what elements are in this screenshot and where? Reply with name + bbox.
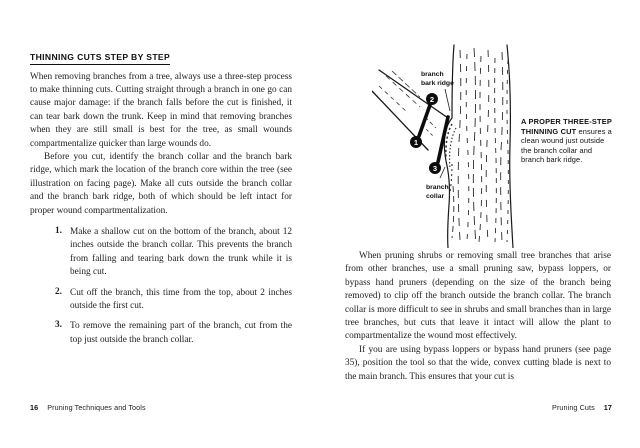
branch-collar-label-line2: collar — [426, 193, 445, 200]
list-item — [30, 320, 292, 347]
branch-bark-ridge-label-line1: branch — [421, 71, 444, 78]
list-item — [30, 287, 292, 314]
body-paragraph: If you are using bypass loppers or bypass hand pruners (see page 35), position the tool so that the wide, convex cutting blade is next to the main branch. This ensures that your cut is — [345, 344, 611, 382]
right-page — [345, 250, 611, 384]
section-heading: THINNING CUTS STEP BY STEP — [30, 52, 170, 65]
right-page-footer — [552, 403, 612, 412]
thinning-cut-illustration — [372, 14, 524, 248]
list-text: Make a shallow cut on the bottom of the branch, about 12 inches outside the branch collar. This prevents the branch from falling and tearing bark down the trunk while it is being cut. — [70, 226, 292, 278]
list-text: Cut off the branch, this time from the top, about 2 inches outside the first cut. — [70, 287, 292, 311]
list-number: 1. — [55, 225, 62, 236]
tree-trunk — [444, 45, 513, 248]
right-page-number: 17 — [603, 403, 612, 412]
caption-text: ensures a clean wound just outside the branch collar and branch bark ridge. — [521, 126, 612, 165]
right-running-head: Pruning Cuts — [552, 403, 595, 412]
list-number: 3. — [55, 320, 62, 331]
left-running-head: Pruning Techniques and Tools — [47, 403, 146, 412]
step-3-number: 3 — [432, 163, 438, 173]
body-paragraph: When pruning shrubs or removing small tree branches that arise from other branches, use a small pruning saw, bypass loppers, or bypass hand pruners (depending on the size of the branch being removed) to clip off the branch outside the branch collar. The branch collar is more difficult to see in shrubs and small branches than in large tree branches, but cuts that leave it intact will allow the plant to compartmentalize the wound most effectively. — [345, 251, 611, 342]
list-item — [30, 226, 292, 280]
step-2-number: 2 — [429, 94, 435, 104]
numbered-step-list — [30, 226, 292, 347]
cut-lines — [419, 105, 448, 162]
caption-bold-lead: A PROPER THREE-STEP THINNING CUT — [521, 117, 612, 136]
body-paragraph: When removing branches from a tree, always use a three-step process to make thinning cuts. Cutting straight through a branch in one go can cause major damage: if the branch falls before the cut is finished, it can tear bark down the trunk. Keep in mind that removing branches when they are still small is best for the tree, as small wounds compartmentalize quicker than large wounds do. — [30, 71, 292, 149]
list-text: To remove the remaining part of the branch, cut from the top just outside the branch collar. — [70, 321, 292, 345]
illustration-caption — [521, 117, 616, 165]
body-paragraph: Before you cut, identify the branch collar and the branch bark ridge, which mark the location of the branch core within the tree (see illustration on facing page). Make all cuts outside the branch collar and the branch bark ridge, both of which should be left intact for proper wound compartmentalization. — [30, 151, 292, 216]
branch-collar-label-line1: branch — [426, 184, 449, 191]
bark-texture — [452, 48, 508, 244]
left-page-number: 16 — [30, 403, 39, 412]
left-page-footer — [30, 403, 146, 412]
step-1-number: 1 — [413, 137, 419, 147]
list-number: 2. — [55, 286, 62, 297]
branch-bark-ridge-label-line2: bark ridge — [421, 80, 454, 87]
left-page — [30, 47, 292, 354]
